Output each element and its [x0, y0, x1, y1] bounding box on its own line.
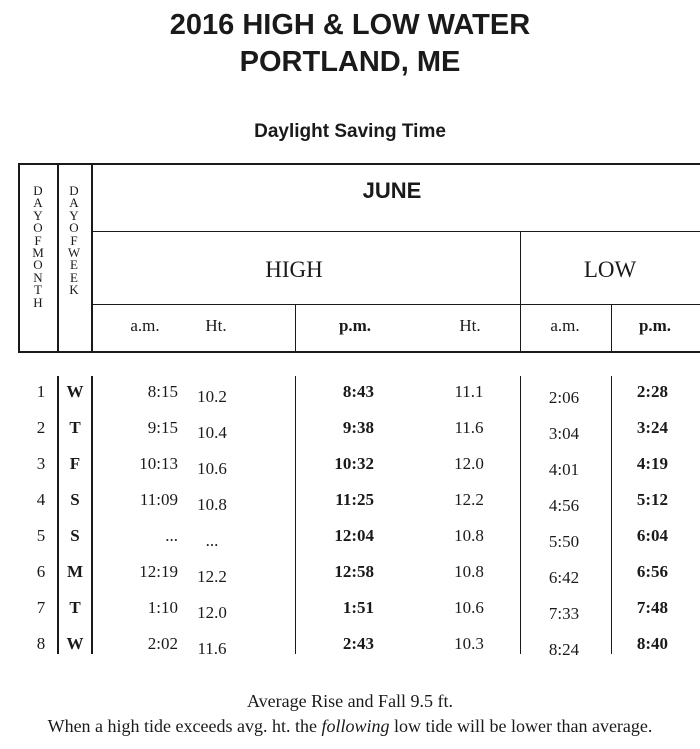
high-pm-ht-col-header: Ht. — [459, 316, 481, 335]
body-dow-divider — [91, 376, 93, 654]
high-pm-height-cell: 10.8 — [454, 562, 484, 581]
high-am-height-cell: ... — [205, 531, 219, 550]
high-pm-height-cell: 12.0 — [454, 454, 484, 473]
high-pm-height-cell: 11.1 — [454, 382, 484, 401]
high-pm-time-cell: 9:38 — [342, 418, 374, 437]
low-pm-divider — [611, 305, 612, 353]
low-am-time-cell: 4:01 — [548, 460, 580, 479]
body-high-pm-divider — [295, 376, 296, 654]
high-am-height-cell: 10.2 — [197, 387, 227, 406]
low-am-time-cell: 3:04 — [548, 424, 580, 443]
high-pm-height-cell: 10.3 — [454, 634, 484, 653]
high-am-height-cell: 12.2 — [197, 567, 227, 586]
high-am-time-cell: 10:13 — [139, 454, 178, 473]
high-pm-height-cell: 12.2 — [454, 490, 484, 509]
low-pm-time-cell: 5:12 — [636, 490, 668, 509]
high-pm-time-cell: 11:25 — [335, 490, 374, 509]
day-of-week-header: DAYOFWEEK — [67, 183, 81, 298]
day-of-week-cell: S — [70, 526, 80, 545]
high-pm-height-cell: 10.8 — [454, 526, 484, 545]
table-left-border — [18, 163, 20, 353]
tide-rule-text-end: low tide will be lower than average. — [389, 716, 653, 736]
high-pm-height-cell: 10.6 — [454, 598, 484, 617]
month-header: JUNE — [362, 178, 422, 203]
high-am-height-cell: 11.6 — [197, 639, 227, 658]
table-top-border — [18, 163, 700, 165]
day-of-week-cell: W — [66, 382, 84, 401]
day-of-week-cell: M — [66, 562, 84, 581]
day-of-week-cell: W — [66, 634, 84, 653]
tide-rule-note — [0, 716, 700, 737]
high-pm-time-cell: 12:04 — [334, 526, 374, 545]
body-high-low-divider — [520, 376, 521, 654]
average-rise-note: Average Rise and Fall 9.5 ft. — [246, 691, 454, 711]
low-am-time-cell: 4:56 — [548, 496, 580, 515]
day-of-month-cell: 8 — [36, 634, 46, 653]
day-of-month-cell: 2 — [36, 418, 46, 437]
high-am-height-cell: 12.0 — [197, 603, 227, 622]
day-column-divider — [57, 163, 59, 353]
high-am-time-cell: 2:02 — [147, 634, 178, 653]
high-low-divider — [520, 232, 521, 353]
tide-rule-emphasis: following — [321, 716, 390, 736]
high-am-height-cell: 10.8 — [197, 495, 227, 514]
low-pm-time-cell: 6:56 — [636, 562, 668, 581]
low-pm-time-cell: 7:48 — [636, 598, 668, 617]
high-pm-time-cell: 12:58 — [334, 562, 374, 581]
high-pm-col-header: p.m. — [338, 316, 372, 335]
high-pm-time-cell: 2:43 — [342, 634, 374, 653]
day-of-month-cell: 3 — [36, 454, 46, 473]
day-of-week-cell: T — [69, 598, 81, 617]
low-am-time-cell: 7:33 — [548, 604, 580, 623]
day-of-month-cell: 1 — [36, 382, 46, 401]
body-day-divider — [57, 376, 59, 654]
high-am-time-cell: 1:10 — [147, 598, 178, 617]
month-divider — [92, 231, 700, 232]
low-water-header: LOW — [583, 257, 637, 282]
high-am-time-cell: ... — [165, 526, 178, 545]
low-pm-col-header: p.m. — [638, 316, 672, 335]
low-pm-time-cell: 8:40 — [636, 634, 668, 653]
section-divider — [92, 304, 700, 305]
high-am-height-cell: 10.6 — [197, 459, 227, 478]
time-zone-subtitle: Daylight Saving Time — [254, 121, 446, 142]
high-pm-time-cell: 8:43 — [342, 382, 374, 401]
day-of-week-cell: S — [70, 490, 80, 509]
high-pm-divider — [295, 305, 296, 353]
low-am-time-cell: 8:24 — [548, 640, 580, 659]
low-am-time-cell: 2:06 — [548, 388, 580, 407]
high-am-col-header: a.m. — [130, 316, 160, 335]
high-am-time-cell: 12:19 — [139, 562, 178, 581]
high-water-header: HIGH — [265, 257, 323, 282]
high-am-time-cell: 8:15 — [147, 382, 178, 401]
day-of-month-cell: 6 — [36, 562, 46, 581]
body-low-pm-divider — [611, 376, 612, 654]
low-pm-time-cell: 4:19 — [636, 454, 668, 473]
high-am-time-cell: 9:15 — [147, 418, 178, 437]
header-bottom-border — [18, 351, 700, 353]
location-title: PORTLAND, ME — [239, 46, 461, 78]
high-am-height-cell: 10.4 — [197, 423, 227, 442]
low-pm-time-cell: 6:04 — [636, 526, 668, 545]
day-of-month-cell: 7 — [36, 598, 46, 617]
day-of-week-cell: F — [69, 454, 81, 473]
high-am-ht-col-header: Ht. — [205, 316, 227, 335]
day-of-week-cell: T — [69, 418, 81, 437]
day-of-month-header: DAYOFMONTH — [32, 183, 44, 310]
day-of-month-cell: 4 — [36, 490, 46, 509]
tide-rule-text-start: When a high tide exceeds avg. ht. the — [47, 716, 322, 736]
high-pm-time-cell: 10:32 — [334, 454, 374, 473]
high-pm-height-cell: 11.6 — [454, 418, 484, 437]
low-am-time-cell: 5:50 — [548, 532, 580, 551]
page-title: 2016 HIGH & LOW WATER — [169, 9, 531, 41]
high-pm-time-cell: 1:51 — [342, 598, 374, 617]
low-pm-time-cell: 2:28 — [636, 382, 668, 401]
low-am-col-header: a.m. — [550, 316, 580, 335]
low-pm-time-cell: 3:24 — [636, 418, 668, 437]
day-of-month-cell: 5 — [36, 526, 46, 545]
high-am-time-cell: 11:09 — [139, 490, 178, 509]
low-am-time-cell: 6:42 — [548, 568, 580, 587]
